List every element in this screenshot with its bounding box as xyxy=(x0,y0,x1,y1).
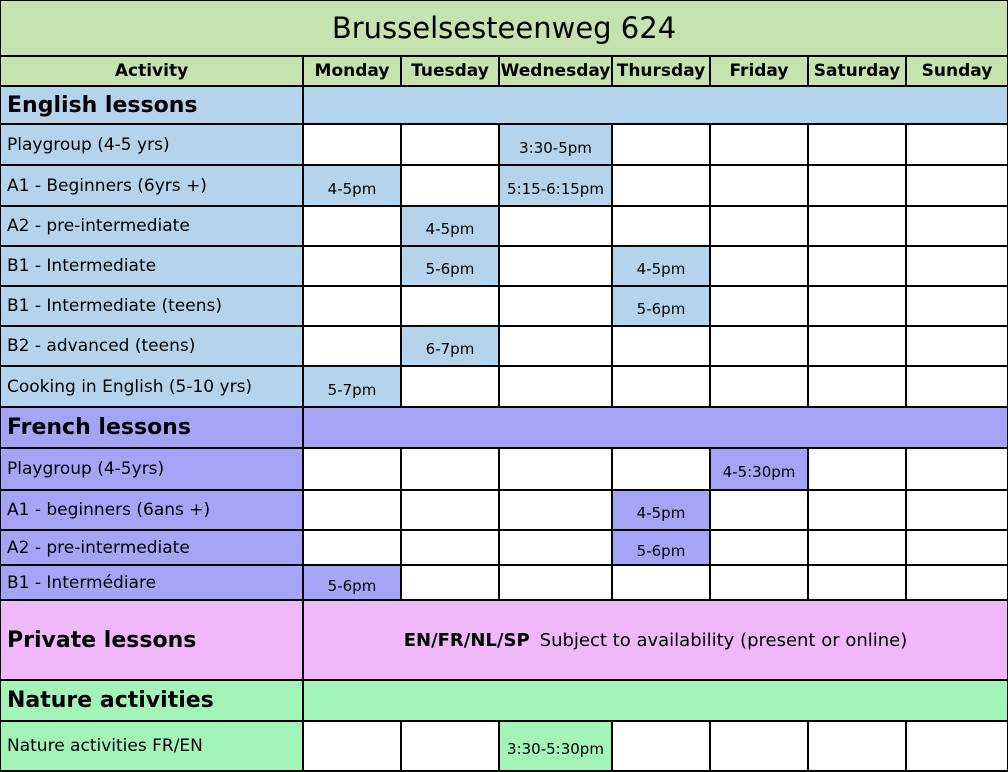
schedule-cell xyxy=(402,531,500,566)
schedule-cell xyxy=(809,722,907,772)
schedule-cell xyxy=(304,247,402,287)
schedule-cell xyxy=(500,449,613,491)
schedule-cell xyxy=(402,722,500,772)
schedule-cell xyxy=(304,327,402,367)
activity-label: Nature activities FR/EN xyxy=(1,722,304,772)
activity-label: A2 - pre-intermediate xyxy=(1,531,304,566)
time-slot: 5-6pm xyxy=(613,531,711,566)
column-header-sunday: Sunday xyxy=(907,57,1008,87)
schedule-cell xyxy=(613,449,711,491)
column-header-saturday: Saturday xyxy=(809,57,907,87)
column-header-wednesday: Wednesday xyxy=(500,57,613,87)
schedule-cell xyxy=(304,125,402,166)
section-french-lessons: French lessons xyxy=(1,408,304,449)
schedule-cell xyxy=(304,491,402,531)
schedule-cell xyxy=(613,327,711,367)
activity-label: B1 - Intermediate (teens) xyxy=(1,287,304,327)
section-band-french xyxy=(304,408,1008,449)
time-slot: 4-5pm xyxy=(613,247,711,287)
time-slot: 4-5pm xyxy=(613,491,711,531)
schedule-cell xyxy=(907,247,1008,287)
schedule-cell xyxy=(809,247,907,287)
schedule-title: Brusselsesteenweg 624 xyxy=(1,1,1008,57)
schedule-cell xyxy=(809,327,907,367)
schedule-cell xyxy=(613,125,711,166)
schedule-cell xyxy=(711,531,809,566)
schedule-cell xyxy=(402,166,500,207)
time-slot: 5-7pm xyxy=(304,367,402,408)
activity-label: Playgroup (4-5yrs) xyxy=(1,449,304,491)
time-slot: 4-5:30pm xyxy=(711,449,809,491)
schedule-cell xyxy=(711,247,809,287)
column-header-thursday: Thursday xyxy=(613,57,711,87)
schedule-cell xyxy=(711,491,809,531)
schedule-cell xyxy=(907,491,1008,531)
schedule-cell xyxy=(613,367,711,408)
schedule-cell xyxy=(402,449,500,491)
schedule-cell xyxy=(500,247,613,287)
schedule-cell xyxy=(402,367,500,408)
schedule-cell xyxy=(809,367,907,408)
schedule-cell xyxy=(809,287,907,327)
schedule-cell xyxy=(711,166,809,207)
schedule-cell xyxy=(907,125,1008,166)
schedule-cell xyxy=(711,367,809,408)
time-slot: 3:30-5pm xyxy=(500,125,613,166)
schedule-cell xyxy=(809,531,907,566)
private-languages: EN/FR/NL/SP xyxy=(403,629,530,651)
activity-label: A1 - beginners (6ans +) xyxy=(1,491,304,531)
activity-label: A2 - pre-intermediate xyxy=(1,207,304,247)
column-header-monday: Monday xyxy=(304,57,402,87)
activity-label: Playgroup (4-5 yrs) xyxy=(1,125,304,166)
column-header-tuesday: Tuesday xyxy=(402,57,500,87)
schedule-cell xyxy=(711,207,809,247)
time-slot: 5-6pm xyxy=(304,566,402,601)
schedule-cell xyxy=(304,287,402,327)
schedule-cell xyxy=(500,531,613,566)
schedule-cell xyxy=(613,722,711,772)
private-availability: Subject to availability (present or online) xyxy=(539,629,908,651)
schedule-cell xyxy=(402,566,500,601)
time-slot: 3:30-5:30pm xyxy=(500,722,613,772)
schedule-cell xyxy=(907,449,1008,491)
schedule-cell xyxy=(809,491,907,531)
schedule-cell xyxy=(711,125,809,166)
time-slot: 5-6pm xyxy=(402,247,500,287)
schedule-cell xyxy=(809,125,907,166)
schedule-cell xyxy=(613,207,711,247)
schedule-cell xyxy=(500,287,613,327)
schedule-cell xyxy=(907,531,1008,566)
time-slot: 5:15-6:15pm xyxy=(500,166,613,207)
schedule-cell xyxy=(711,566,809,601)
section-band-nature xyxy=(304,681,1008,722)
time-slot: 4-5pm xyxy=(402,207,500,247)
schedule-cell xyxy=(907,367,1008,408)
schedule-cell xyxy=(500,367,613,408)
column-header-activity: Activity xyxy=(1,57,304,87)
schedule-cell xyxy=(711,287,809,327)
schedule-cell xyxy=(402,287,500,327)
schedule-cell xyxy=(809,166,907,207)
schedule-cell xyxy=(907,327,1008,367)
schedule-cell xyxy=(304,207,402,247)
schedule-cell xyxy=(304,722,402,772)
section-private-lessons: Private lessons xyxy=(1,601,304,681)
activity-label: B1 - Intermediate xyxy=(1,247,304,287)
schedule-cell xyxy=(809,207,907,247)
schedule-cell xyxy=(500,207,613,247)
schedule-cell xyxy=(613,166,711,207)
activity-label: B2 - advanced (teens) xyxy=(1,327,304,367)
schedule-cell xyxy=(907,207,1008,247)
schedule-cell xyxy=(809,449,907,491)
schedule-cell xyxy=(907,287,1008,327)
schedule-cell xyxy=(711,722,809,772)
schedule-cell xyxy=(907,566,1008,601)
schedule-cell xyxy=(500,566,613,601)
schedule-cell xyxy=(907,166,1008,207)
activity-label: A1 - Beginners (6yrs +) xyxy=(1,166,304,207)
private-lessons-note xyxy=(304,601,1008,681)
section-english-lessons: English lessons xyxy=(1,87,304,125)
time-slot: 4-5pm xyxy=(304,166,402,207)
activity-label: B1 - Intermédiare xyxy=(1,566,304,601)
section-nature-activities: Nature activities xyxy=(1,681,304,722)
schedule-cell xyxy=(613,566,711,601)
schedule-cell xyxy=(402,125,500,166)
schedule-cell xyxy=(907,722,1008,772)
schedule-cell xyxy=(304,449,402,491)
schedule-cell xyxy=(304,531,402,566)
time-slot: 5-6pm xyxy=(613,287,711,327)
time-slot: 6-7pm xyxy=(402,327,500,367)
section-band-english xyxy=(304,87,1008,125)
column-header-friday: Friday xyxy=(711,57,809,87)
schedule-cell xyxy=(500,491,613,531)
schedule-cell xyxy=(500,327,613,367)
schedule-cell xyxy=(711,327,809,367)
schedule-cell xyxy=(809,566,907,601)
activity-label: Cooking in English (5-10 yrs) xyxy=(1,367,304,408)
schedule-cell xyxy=(402,491,500,531)
